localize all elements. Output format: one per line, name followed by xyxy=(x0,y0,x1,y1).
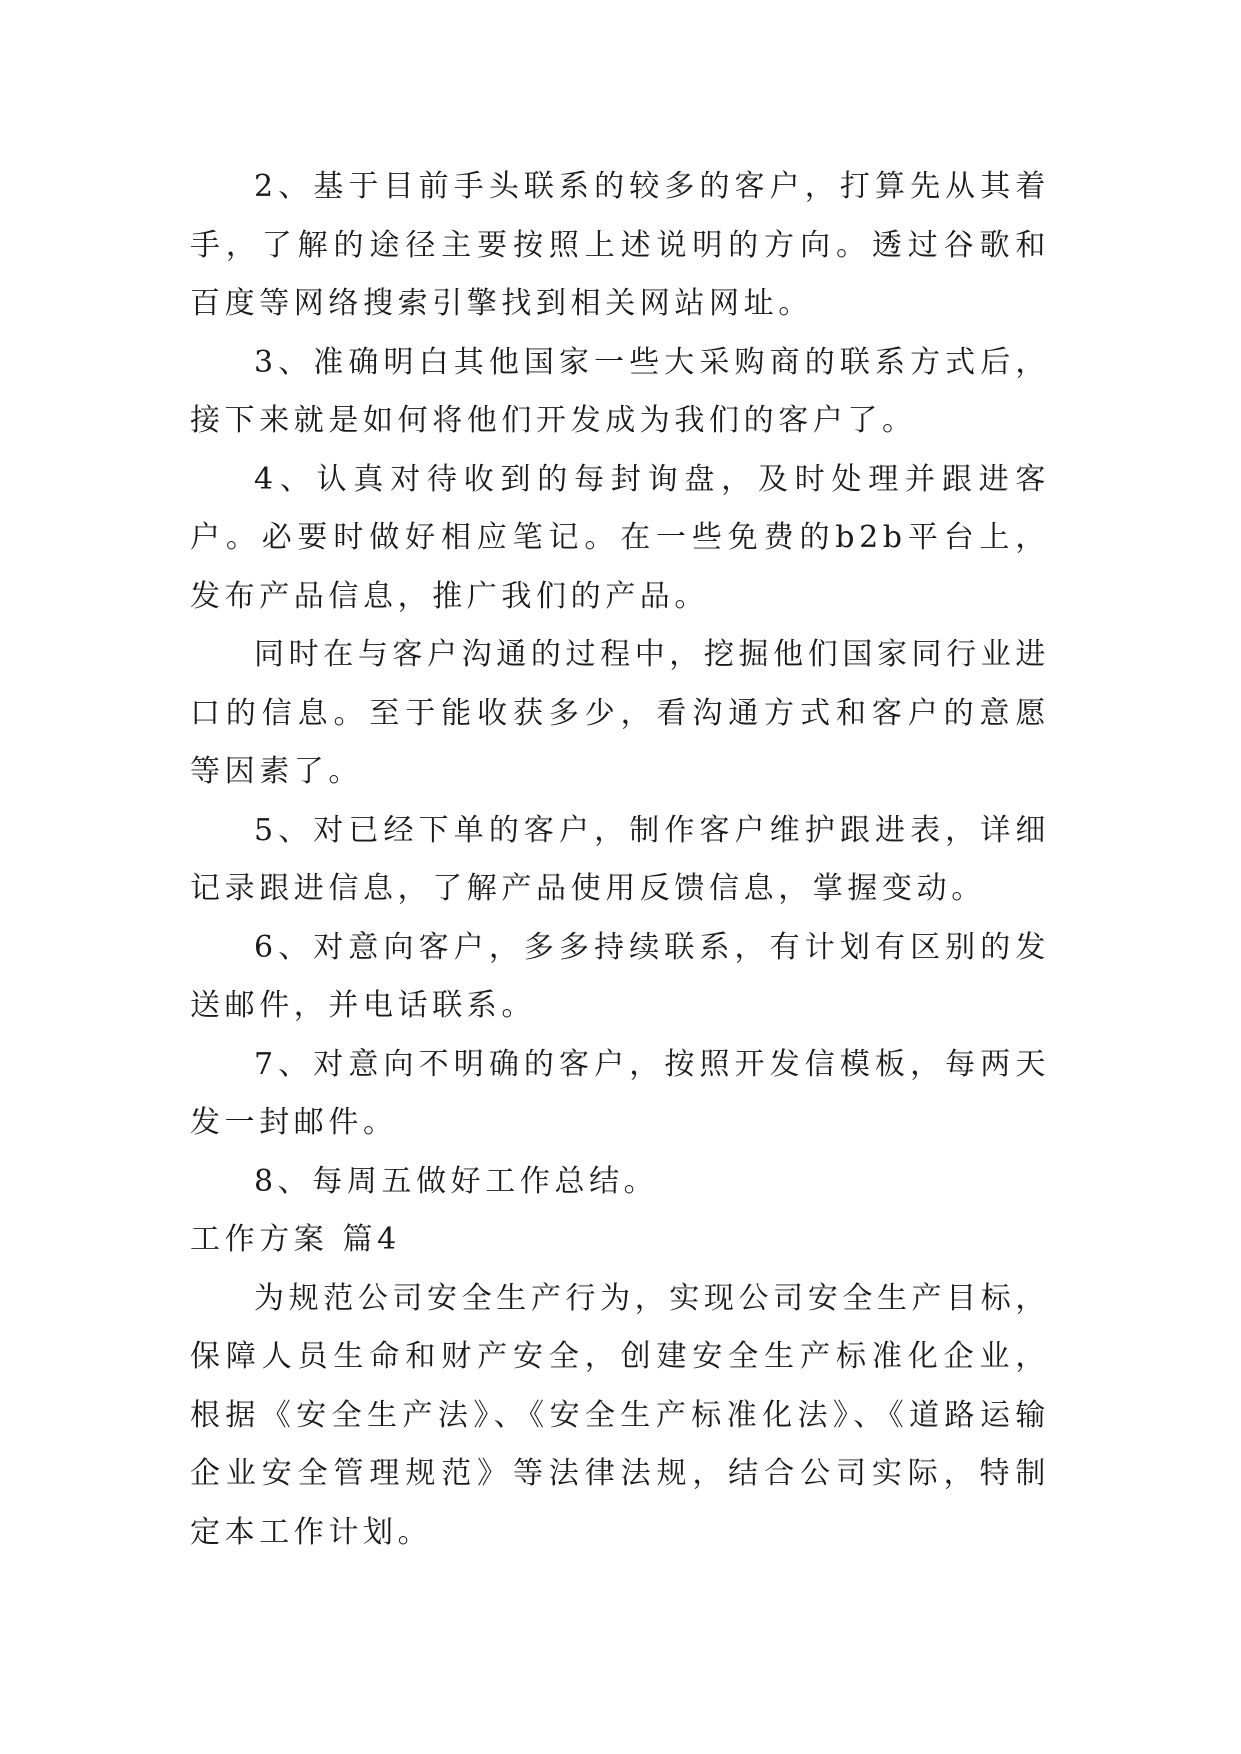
paragraph-item-2: 2、基于目前手头联系的较多的客户，打算先从其着手，了解的途径主要按照上述说明的方向。透过谷歌和百度等网络搜索引擎找到相关网站网址。 xyxy=(190,169,1050,321)
paragraph-item-8: 8、每周五做好工作总结。 xyxy=(254,1163,659,1199)
paragraph-item-4-continued: 同时在与客户沟通的过程中，挖掘他们国家同行业进口的信息。至于能收获多少，看沟通方式和客户的意愿等因素了。 xyxy=(190,637,1050,789)
paragraph-item-3: 3、准确明白其他国家一些大采购商的联系方式后，接下来就是如何将他们开发成为我们的客户了。 xyxy=(190,344,1050,438)
section-heading: 工作方案 篇4 xyxy=(190,1222,401,1257)
paragraph-item-5: 5、对已经下单的客户，制作客户维护跟进表，详细记录跟进信息，了解产品使用反馈信息，掌握变动。 xyxy=(190,812,1050,906)
document-body xyxy=(190,158,1050,1562)
paragraph-item-6: 6、对意向客户，多多持续联系，有计划有区别的发送邮件，并电话联系。 xyxy=(190,929,1050,1023)
paragraph-item-4: 4、认真对待收到的每封询盘，及时处理并跟进客户。必要时做好相应笔记。在一些免费的b2b平台上，发布产品信息，推广我们的产品。 xyxy=(190,461,1050,614)
paragraph-section-intro: 为规范公司安全生产行为，实现公司安全生产目标，保障人员生命和财产安全，创建安全生产标准化企业，根据《安全生产法》、《安全生产标准化法》、《道路运输企业安全管理规范》等法律法规，结合公司实际，特制定本工作计划。 xyxy=(190,1280,1050,1550)
paragraph-item-7: 7、对意向不明确的客户，按照开发信模板，每两天发一封邮件。 xyxy=(190,1046,1050,1140)
